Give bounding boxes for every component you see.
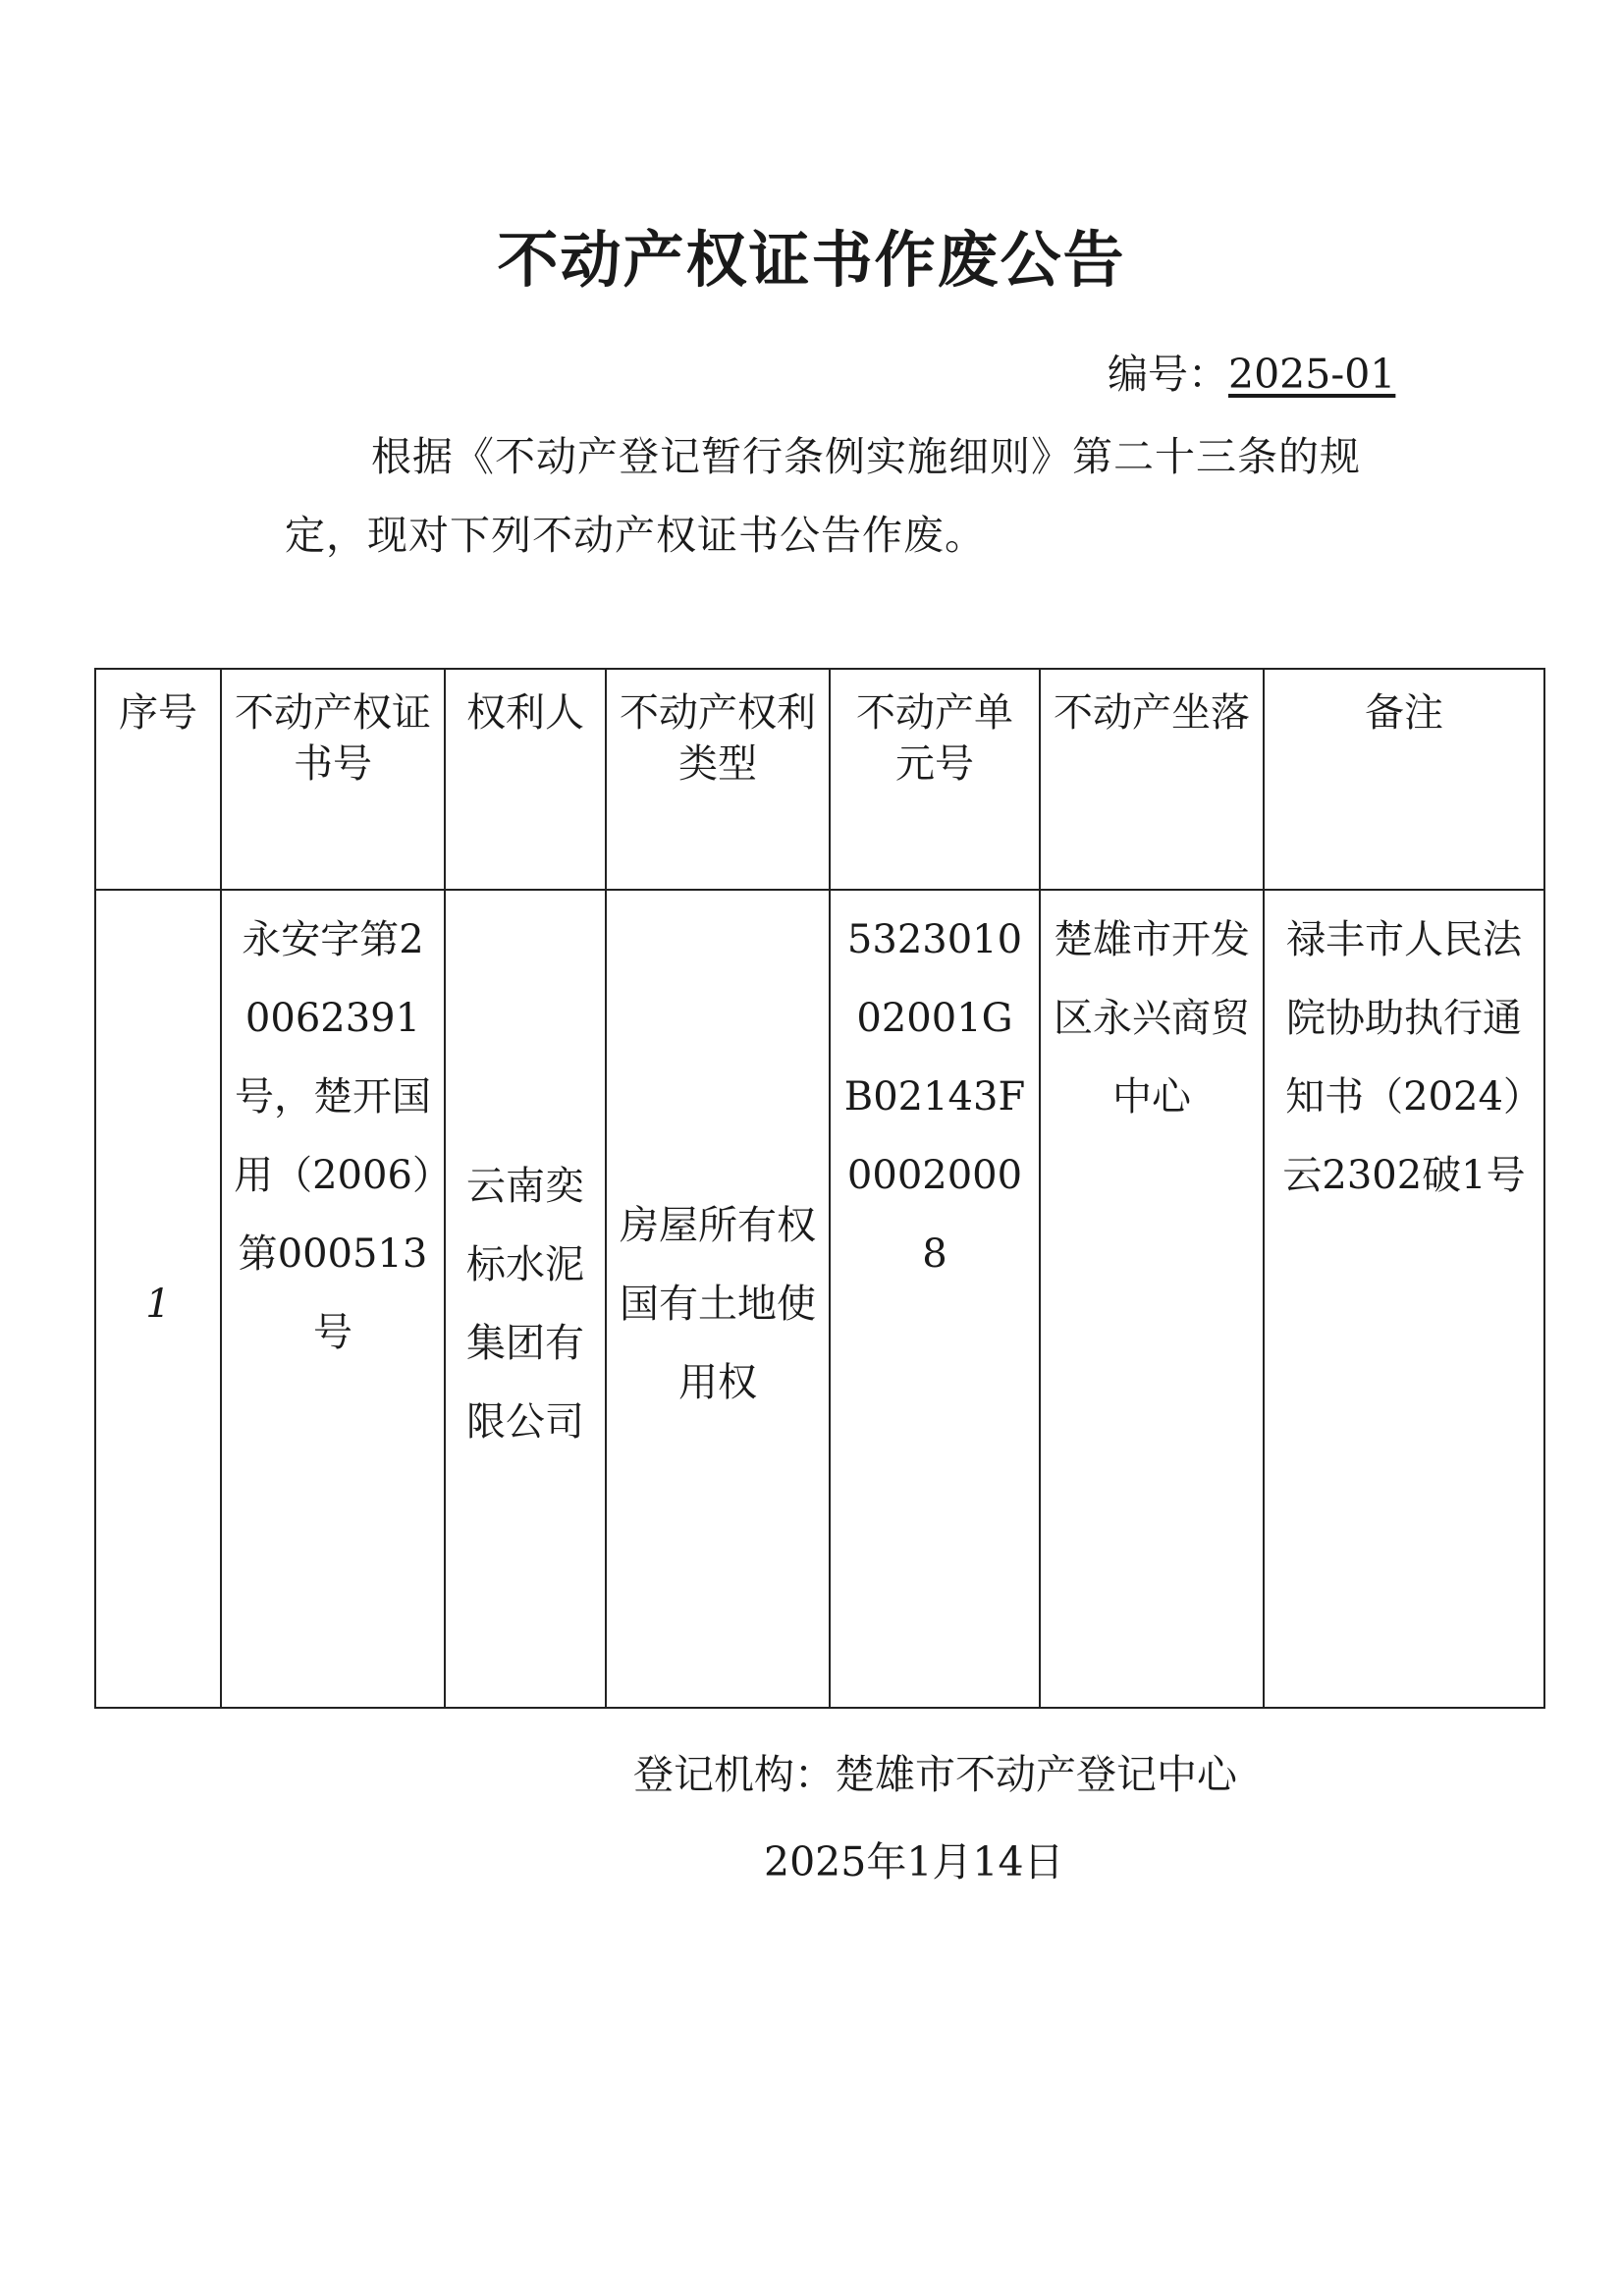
header-cert-no: 不动产权证书号 [221,669,445,890]
row-unit-no: 532301002001GB02143F00020008 [830,890,1040,1708]
header-right-type: 不动产权利类型 [606,669,830,890]
document-number-value: 2025-01 [1228,351,1396,398]
header-seq: 序号 [95,669,221,890]
table-header-row [95,669,1544,890]
header-location: 不动产坐落 [1040,669,1264,890]
row-seq: 1 [95,890,221,1708]
row-right-type: 房屋所有权 国有土地使用权 [606,890,830,1708]
row-cert-no: 永安字第20062391号，楚开国用（2006）第000513号 [221,890,445,1708]
notice-date: 2025年1月14日 [764,1838,1064,1886]
row-holder: 云南奕标水泥集团有限公司 [445,890,606,1708]
notice-title: 不动产权证书作废公告 [497,224,1126,296]
document-number [1108,342,1395,400]
intro-line-2: 定，现对下列不动产权证书公告作废。 [285,512,986,559]
row-location: 楚雄市开发区永兴商贸中心 [1040,890,1264,1708]
header-holder: 权利人 [445,669,606,890]
row-remark: 禄丰市人民法院协助执行通知书（2024）云2302破1号 [1264,890,1544,1708]
certificate-table [94,668,1545,1709]
intro-line-1: 根据《不动产登记暂行条例实施细则》第二十三条的规 [371,433,1361,480]
header-remark: 备注 [1264,669,1544,890]
document-number-label: 编号： [1108,351,1228,398]
table-row [95,890,1544,1708]
header-unit-no: 不动产单元号 [830,669,1040,890]
registration-organization: 登记机构：楚雄市不动产登记中心 [633,1751,1237,1798]
